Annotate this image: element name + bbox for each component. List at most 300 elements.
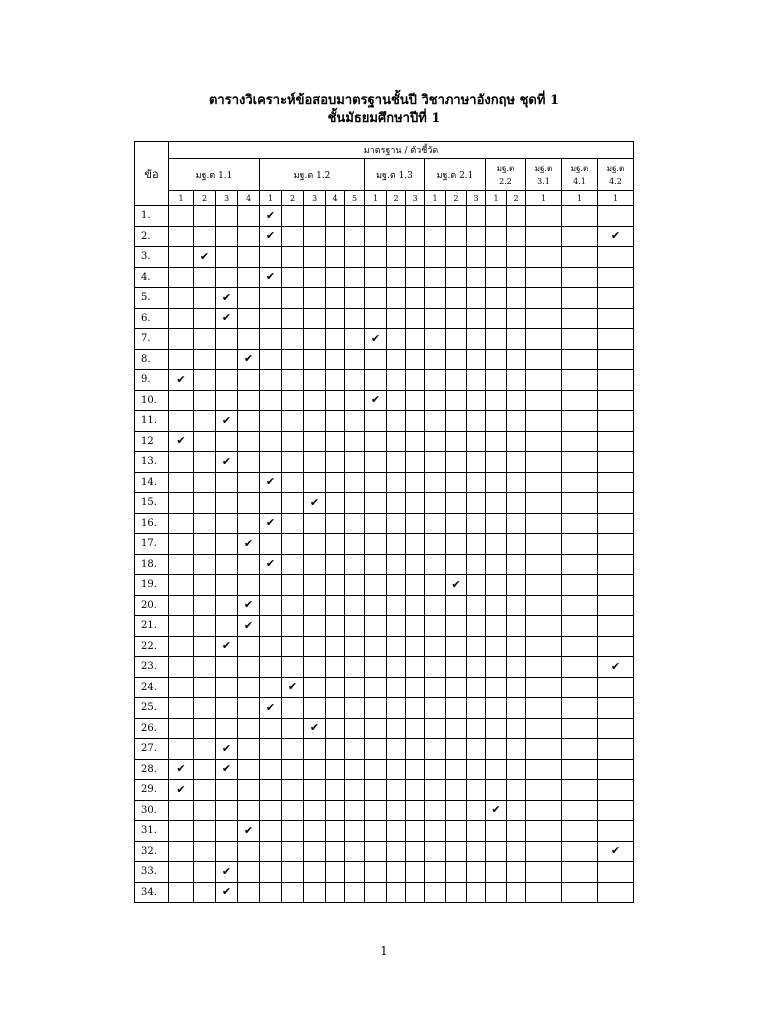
table-cell [526,841,562,862]
table-cell [526,267,562,288]
table-cell [425,718,446,739]
table-cell [387,841,406,862]
checkmark-icon: ✔ [199,249,210,263]
table-cell [260,349,282,370]
table-cell [326,411,345,432]
table-cell [326,718,345,739]
item-number: 31. [135,821,169,842]
table-cell [467,554,486,575]
table-cell [365,390,387,411]
table-cell [282,267,304,288]
table-cell [365,698,387,719]
table-row [135,329,670,350]
table-cell [365,800,387,821]
checkmark-icon: ✔ [370,393,381,407]
table-row [135,452,670,473]
table-cell [467,657,486,678]
table-cell [169,554,194,575]
table-cell [194,698,216,719]
table-cell [446,370,467,391]
document-title: ตารางวิเคราะห์ข้อสอบมาตรฐานชั้นปี วิชาภาษาอังกฤษ ชุดที่ 1 [208,93,560,108]
table-cell [194,226,216,247]
table-cell [425,575,446,596]
table-cell [345,882,365,903]
table-cell [345,206,365,227]
table-cell [446,493,467,514]
table-cell [526,821,562,842]
table-cell [526,329,562,350]
table-cell [169,288,194,309]
table-cell [365,636,387,657]
table-cell [238,267,260,288]
table-cell [526,247,562,268]
table-cell [406,862,425,883]
table-cell [260,554,282,575]
table-cell [304,595,326,616]
table-cell [345,595,365,616]
table-cell [304,349,326,370]
table-cell [526,390,562,411]
table-cell [282,698,304,719]
table-cell [345,739,365,760]
table-cell [216,267,238,288]
table-cell [486,308,507,329]
table-cell [194,431,216,452]
table-cell [169,370,194,391]
table-cell [387,780,406,801]
table-cell [467,206,486,227]
table-row [135,595,670,616]
table-cell [169,800,194,821]
checkmark-icon: ✔ [265,270,276,284]
table-cell [562,288,598,309]
table-cell [260,411,282,432]
table-cell [282,431,304,452]
table-cell [260,739,282,760]
table-cell [526,452,562,473]
table-cell [486,472,507,493]
table-cell [467,862,486,883]
table-row [135,349,670,370]
table-cell [194,493,216,514]
table-cell [406,739,425,760]
table-cell [526,739,562,760]
table-cell [365,349,387,370]
table-cell [238,636,260,657]
table-cell [282,288,304,309]
table-cell [216,472,238,493]
table-cell [486,636,507,657]
table-cell [425,677,446,698]
item-number: 26. [135,718,169,739]
table-row [135,493,670,514]
checkmark-icon: ✔ [243,618,254,632]
table-cell [326,370,345,391]
table-cell [526,882,562,903]
table-cell [406,267,425,288]
table-cell [260,452,282,473]
item-number: 10. [135,390,169,411]
table-cell [345,862,365,883]
table-cell [326,452,345,473]
table-cell [282,759,304,780]
table-cell [467,636,486,657]
table-cell [238,411,260,432]
table-cell [326,267,345,288]
table-cell [365,370,387,391]
table-cell [467,534,486,555]
table-cell [406,821,425,842]
standard-group-label: มฐ.ต [570,163,589,173]
table-cell [406,534,425,555]
table-cell [260,800,282,821]
table-cell [216,308,238,329]
table-cell [526,226,562,247]
indicator-number: 1 [260,191,282,206]
table-cell [598,657,634,678]
table-cell [216,739,238,760]
table-cell [326,493,345,514]
table-cell [526,472,562,493]
table-cell [425,206,446,227]
table-cell [238,206,260,227]
table-cell [598,575,634,596]
item-number: 15. [135,493,169,514]
item-number: 24. [135,677,169,698]
table-cell [260,226,282,247]
table-cell [562,513,598,534]
table-cell [486,411,507,432]
item-number: 3. [135,247,169,268]
table-cell [406,657,425,678]
table-cell [467,882,486,903]
table-cell [365,411,387,432]
table-cell [169,267,194,288]
table-cell [446,882,467,903]
table-cell [562,657,598,678]
table-cell [304,452,326,473]
checkmark-icon: ✔ [221,864,232,878]
item-number: 21. [135,616,169,637]
standard-group-header [526,159,562,191]
table-cell [238,472,260,493]
item-number: 5. [135,288,169,309]
table-cell [260,534,282,555]
table-cell [486,329,507,350]
table-cell [304,882,326,903]
table-cell [562,534,598,555]
table-cell [326,431,345,452]
table-cell [598,308,634,329]
table-cell [169,759,194,780]
table-cell [425,841,446,862]
table-cell [387,267,406,288]
standard-group-header [260,159,365,191]
table-row [135,206,670,227]
table-cell [326,616,345,637]
table-cell [425,534,446,555]
table-cell [425,247,446,268]
table-cell [345,411,365,432]
table-cell [486,554,507,575]
table-cell [425,513,446,534]
table-cell [507,739,526,760]
table-cell [562,247,598,268]
table-row [135,759,670,780]
table-cell [387,513,406,534]
table-cell [282,554,304,575]
checkmark-icon: ✔ [610,229,621,243]
table-cell [169,739,194,760]
table-cell [507,677,526,698]
table-cell [365,718,387,739]
indicator-number: 4 [238,191,260,206]
table-cell [598,595,634,616]
table-cell [365,862,387,883]
item-number: 23. [135,657,169,678]
table-cell [387,616,406,637]
table-cell [446,267,467,288]
table-cell [169,862,194,883]
table-cell [345,575,365,596]
table-cell [406,226,425,247]
item-number: 29. [135,780,169,801]
table-row [135,554,670,575]
table-row [135,800,670,821]
table-cell [446,759,467,780]
table-cell [216,390,238,411]
table-cell [345,759,365,780]
table-cell [216,657,238,678]
table-cell [238,657,260,678]
table-cell [467,718,486,739]
table-cell [345,329,365,350]
checkmark-icon: ✔ [265,700,276,714]
table-cell [194,288,216,309]
checkmark-icon: ✔ [221,741,232,755]
analysis-table [134,141,670,903]
table-cell [446,472,467,493]
table-cell [326,513,345,534]
table-cell [194,575,216,596]
table-cell [304,718,326,739]
item-number: 19. [135,575,169,596]
indicator-number: 3 [304,191,326,206]
table-cell [467,308,486,329]
table-cell [387,657,406,678]
table-cell [425,882,446,903]
table-cell [326,349,345,370]
checkmark-icon: ✔ [265,516,276,530]
table-cell [507,534,526,555]
table-cell [169,452,194,473]
table-cell [526,534,562,555]
table-cell [446,636,467,657]
table-cell [507,657,526,678]
table-cell [526,862,562,883]
table-cell [345,841,365,862]
standard-group-header [486,159,526,191]
table-cell [345,370,365,391]
table-cell [425,452,446,473]
table-cell [562,718,598,739]
table-cell [282,841,304,862]
table-cell [345,636,365,657]
table-cell [169,882,194,903]
table-cell [304,411,326,432]
table-cell [326,308,345,329]
table-row [135,575,670,596]
table-cell [282,411,304,432]
table-cell [238,493,260,514]
table-cell [365,329,387,350]
document-subtitle: ชั้นมัธยมศึกษาปีที่ 1 [327,111,441,126]
table-cell [598,718,634,739]
table-cell [194,452,216,473]
table-cell [365,308,387,329]
table-cell [304,288,326,309]
table-cell [194,636,216,657]
indicator-number: 3 [467,191,486,206]
table-cell [304,267,326,288]
table-cell [326,698,345,719]
standard-group-header [425,159,486,191]
table-cell [467,349,486,370]
table-cell [260,657,282,678]
indicator-number: 3 [406,191,425,206]
table-cell [238,575,260,596]
table-cell [562,759,598,780]
table-cell [446,226,467,247]
table-cell [406,554,425,575]
table-cell [507,595,526,616]
table-cell [326,575,345,596]
table-cell [365,616,387,637]
table-cell [562,677,598,698]
table-cell [562,493,598,514]
table-cell [507,329,526,350]
table-cell [216,862,238,883]
table-cell [446,616,467,637]
table-cell [238,329,260,350]
item-number: 34. [135,882,169,903]
table-cell [216,493,238,514]
table-cell [446,554,467,575]
table-cell [486,862,507,883]
table-cell [365,472,387,493]
table-cell [486,575,507,596]
standard-group-header [598,159,634,191]
table-row [135,411,670,432]
table-cell [326,882,345,903]
item-number: 16. [135,513,169,534]
table-cell [365,247,387,268]
table-row [135,288,670,309]
table-cell [406,288,425,309]
table-cell [406,841,425,862]
table-cell [238,595,260,616]
table-cell [425,636,446,657]
table-cell [467,821,486,842]
table-cell [425,657,446,678]
table-cell [326,472,345,493]
standard-group-label: มฐ.ต 1.3 [376,170,413,181]
table-cell [216,534,238,555]
table-cell [260,595,282,616]
table-cell [387,882,406,903]
table-cell [507,308,526,329]
table-cell [507,226,526,247]
table-cell [486,247,507,268]
table-cell [507,493,526,514]
checkmark-icon: ✔ [265,475,276,489]
table-cell [446,431,467,452]
table-cell [598,882,634,903]
table-cell [425,411,446,432]
table-cell [216,452,238,473]
table-cell [486,841,507,862]
table-row [135,636,670,657]
table-cell [304,800,326,821]
indicator-number: 2 [387,191,406,206]
table-cell [598,411,634,432]
table-cell [486,595,507,616]
table-cell [446,452,467,473]
table-cell [345,472,365,493]
table-cell [446,411,467,432]
table-cell [365,431,387,452]
table-cell [562,739,598,760]
table-cell [194,800,216,821]
table-cell [169,206,194,227]
table-cell [526,616,562,637]
table-cell [169,841,194,862]
table-cell [194,349,216,370]
table-cell [598,616,634,637]
table-cell [387,595,406,616]
table-cell [467,595,486,616]
table-cell [365,534,387,555]
table-cell [304,616,326,637]
table-cell [345,226,365,247]
table-cell [169,657,194,678]
indicator-number: 1 [526,191,562,206]
table-cell [345,698,365,719]
checkmark-icon: ✔ [451,577,461,591]
table-cell [562,821,598,842]
table-cell [282,329,304,350]
table-cell [486,493,507,514]
checkmark-icon: ✔ [221,454,232,468]
table-cell [406,206,425,227]
table-cell [387,718,406,739]
item-number: 12 [135,431,169,452]
table-cell [260,718,282,739]
table-cell [194,841,216,862]
table-cell [345,431,365,452]
table-cell [387,862,406,883]
table-cell [598,780,634,801]
table-cell [406,677,425,698]
table-cell [406,698,425,719]
table-cell [304,554,326,575]
table-cell [486,226,507,247]
table-cell [387,288,406,309]
table-row [135,534,670,555]
table-cell [406,349,425,370]
table-cell [238,247,260,268]
table-cell [406,472,425,493]
